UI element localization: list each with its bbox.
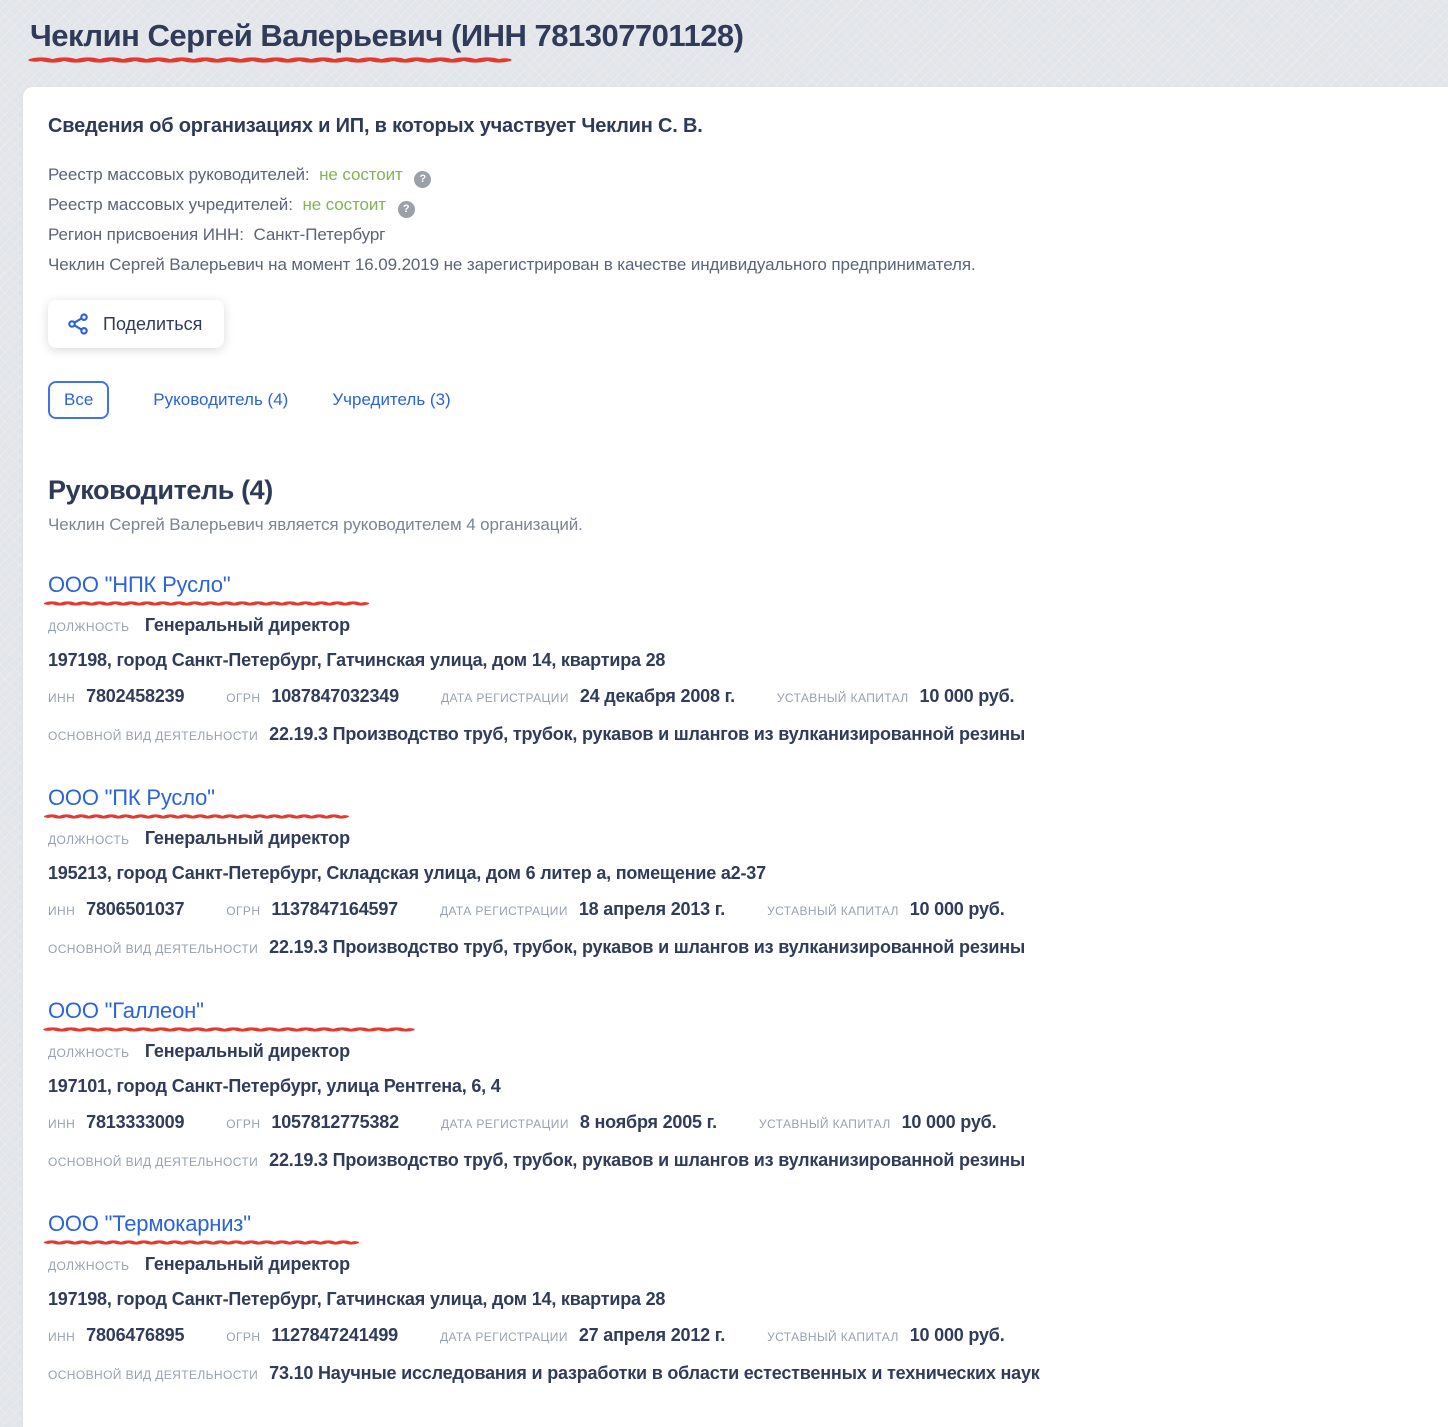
inn-value: 7813333009 — [86, 1112, 185, 1132]
position-label: ДОЛЖНОСТЬ — [48, 833, 130, 847]
inn-label: ИНН — [48, 1117, 76, 1131]
content-card — [23, 87, 1448, 1427]
reg-date-label: ДАТА РЕГИСТРАЦИИ — [439, 1330, 568, 1344]
ogrn-value: 1087847032349 — [271, 686, 399, 706]
tab-founder[interactable]: Учредитель (3) — [332, 390, 451, 409]
capital-label: УСТАВНЫЙ КАПИТАЛ — [776, 691, 909, 705]
position-row — [48, 1254, 1418, 1277]
position-value: Генеральный директор — [144, 615, 350, 635]
overview-heading: Сведения об организациях и ИП, в которых участвует Чеклин С. В. — [48, 115, 703, 137]
ogrn-value: 1127847241499 — [271, 1325, 398, 1345]
reg-date-value: 27 апреля 2012 г. — [578, 1325, 726, 1345]
reg-date-label: ДАТА РЕГИСТРАЦИИ — [440, 1117, 569, 1131]
company-card — [48, 572, 1418, 748]
red-underline — [48, 1027, 410, 1032]
registry-founders-status: не состоит — [302, 195, 386, 214]
reg-date-value: 8 ноября 2005 г. — [579, 1112, 717, 1132]
position-value: Генеральный директор — [144, 1041, 350, 1061]
company-activity-row — [48, 1361, 1418, 1387]
activity-label: ОСНОВНОЙ ВИД ДЕЯТЕЛЬНОСТИ — [48, 729, 259, 743]
company-activity-row — [48, 935, 1418, 961]
position-label: ДОЛЖНОСТЬ — [48, 1046, 130, 1060]
overview-rows — [48, 160, 1418, 280]
position-row — [48, 615, 1418, 638]
registry-managers-label: Реестр массовых руководителей: — [48, 165, 310, 184]
capital-label: УСТАВНЫЙ КАПИТАЛ — [767, 1330, 899, 1344]
position-value: Генеральный директор — [144, 1254, 350, 1274]
tab-manager[interactable]: Руководитель (4) — [153, 390, 289, 409]
company-info-row — [48, 897, 1418, 923]
company-address: 195213, город Санкт-Петербург, Складская улица, дом 6 литер а, помещение а2-37 — [48, 863, 766, 883]
company-info-row — [48, 1323, 1418, 1349]
activity-value: 22.19.3 Производство труб, трубок, рукавов и шлангов из вулканизированной резины — [269, 724, 1026, 744]
capital-value: 10 000 руб. — [919, 686, 1015, 706]
company-link[interactable]: ООО "Галлеон" — [48, 998, 204, 1023]
help-icon[interactable]: ? — [414, 171, 431, 188]
registry-founders-label: Реестр массовых учредителей: — [48, 195, 293, 214]
company-link[interactable]: ООО "Термокарниз" — [48, 1211, 251, 1236]
ogrn-label: ОГРН — [226, 1117, 261, 1131]
company-activity-row — [48, 1148, 1418, 1174]
registry-row-founders — [48, 190, 1418, 220]
company-address: 197101, город Санкт-Петербург, улица Рентгена, 6, 4 — [48, 1076, 501, 1096]
inn-label: ИНН — [48, 1330, 76, 1344]
ogrn-label: ОГРН — [226, 904, 261, 918]
section-heading: Руководитель (4) — [48, 475, 273, 505]
position-row — [48, 828, 1418, 851]
company-activity-row — [48, 722, 1418, 748]
activity-label: ОСНОВНОЙ ВИД ДЕЯТЕЛЬНОСТИ — [48, 1368, 259, 1382]
reg-date-label: ДАТА РЕГИСТРАЦИИ — [440, 691, 569, 705]
red-underline — [48, 601, 365, 606]
reg-date-value: 24 декабря 2008 г. — [579, 686, 735, 706]
company-link[interactable]: ООО "ПК Русло" — [48, 785, 215, 810]
registry-managers-status: не состоит — [319, 165, 403, 184]
position-label: ДОЛЖНОСТЬ — [48, 620, 130, 634]
region-row — [48, 220, 1418, 250]
ogrn-label: ОГРН — [226, 1330, 261, 1344]
company-info-row — [48, 684, 1418, 710]
registry-row-managers — [48, 160, 1418, 190]
capital-value: 10 000 руб. — [901, 1112, 997, 1132]
company-link[interactable]: ООО "НПК Русло" — [48, 572, 231, 597]
company-info-row — [48, 1110, 1418, 1136]
activity-label: ОСНОВНОЙ ВИД ДЕЯТЕЛЬНОСТИ — [48, 942, 259, 956]
ip-note: Чеклин Сергей Валерьевич на момент 16.09.2019 не зарегистрирован в качестве индивидуального предпринимателя. — [48, 255, 976, 274]
capital-value: 10 000 руб. — [909, 899, 1005, 919]
position-row — [48, 1041, 1418, 1064]
activity-value: 22.19.3 Производство труб, трубок, рукавов и шлангов из вулканизированной резины — [269, 937, 1026, 957]
activity-label: ОСНОВНОЙ ВИД ДЕЯТЕЛЬНОСТИ — [48, 1155, 259, 1169]
page-title: Чеклин Сергей Валерьевич (ИНН 781307701128) — [30, 18, 744, 53]
help-icon[interactable]: ? — [398, 201, 415, 218]
inn-label: ИНН — [48, 691, 76, 705]
inn-value: 7802458239 — [86, 686, 185, 706]
share-button[interactable] — [48, 300, 224, 348]
activity-value: 73.10 Научные исследования и разработки в области естественных и технических наук — [269, 1363, 1040, 1383]
tab-all[interactable]: Все — [48, 381, 109, 419]
company-card — [48, 998, 1418, 1174]
share-button-label: Поделиться — [103, 313, 203, 334]
region-value: Санкт-Петербург — [253, 225, 386, 244]
company-address: 197198, город Санкт-Петербург, Гатчинская улица, дом 14, квартира 28 — [48, 650, 666, 670]
reg-date-label: ДАТА РЕГИСТРАЦИИ — [439, 904, 568, 918]
filter-tabs — [48, 381, 1418, 419]
red-underline — [35, 57, 505, 63]
red-underline — [48, 1240, 355, 1245]
ogrn-label: ОГРН — [226, 691, 261, 705]
capital-label: УСТАВНЫЙ КАПИТАЛ — [758, 1117, 891, 1131]
red-underline — [48, 814, 345, 819]
section-subtitle: Чеклин Сергей Валерьевич является руководителем 4 организаций. — [48, 515, 583, 534]
position-value: Генеральный директор — [144, 828, 350, 848]
region-label: Регион присвоения ИНН: — [48, 225, 244, 244]
company-card — [48, 785, 1418, 961]
inn-value: 7806501037 — [86, 899, 185, 919]
ogrn-value: 1057812775382 — [271, 1112, 399, 1132]
reg-date-value: 18 апреля 2013 г. — [578, 899, 726, 919]
page-header — [0, 0, 1448, 87]
inn-value: 7806476895 — [86, 1325, 185, 1345]
capital-value: 10 000 руб. — [909, 1325, 1005, 1345]
company-address: 197198, город Санкт-Петербург, Гатчинская улица, дом 14, квартира 28 — [48, 1289, 666, 1309]
company-card — [48, 1211, 1418, 1387]
ogrn-value: 1137847164597 — [271, 899, 398, 919]
capital-label: УСТАВНЫЙ КАПИТАЛ — [767, 904, 899, 918]
position-label: ДОЛЖНОСТЬ — [48, 1259, 130, 1273]
inn-label: ИНН — [48, 904, 76, 918]
activity-value: 22.19.3 Производство труб, трубок, рукавов и шлангов из вулканизированной резины — [269, 1150, 1026, 1170]
share-icon — [66, 312, 90, 336]
